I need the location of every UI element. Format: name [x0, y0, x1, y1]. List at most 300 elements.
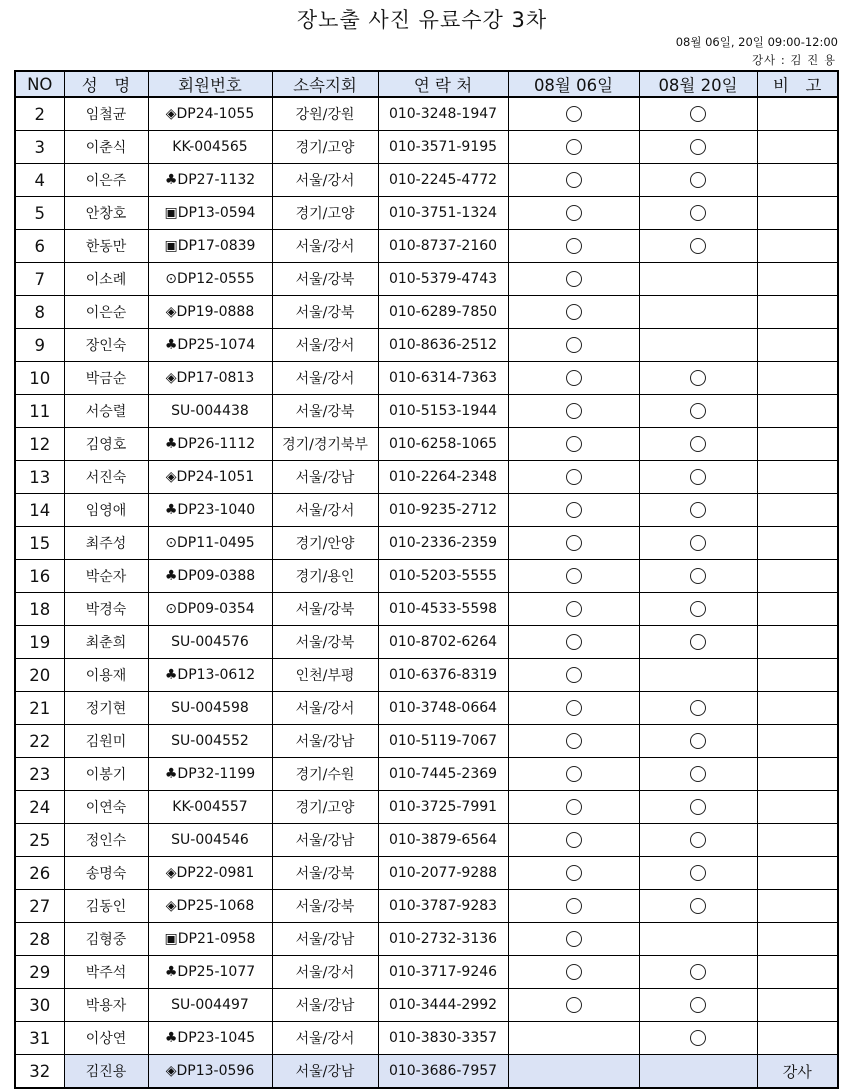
attendance-0820 [639, 890, 757, 923]
attendance-circle-icon [690, 469, 706, 485]
row-member-id: ▣DP21-0958 [148, 923, 272, 956]
attendance-circle-icon [566, 205, 582, 221]
row-member-id: ♣DP26-1112 [148, 428, 272, 461]
row-no: 19 [15, 626, 64, 659]
row-member-id: ⊙DP09-0354 [148, 593, 272, 626]
attendance-0820 [639, 494, 757, 527]
attendance-0806 [508, 296, 639, 329]
row-member-id: ◈DP19-0888 [148, 296, 272, 329]
attendance-circle-icon [566, 865, 582, 881]
col-header-phone: 연 락 처 [378, 71, 508, 97]
attendance-0806 [508, 494, 639, 527]
row-note [757, 296, 838, 329]
row-member-id: ◈DP24-1051 [148, 461, 272, 494]
row-member-id: ♣DP32-1199 [148, 758, 272, 791]
row-member-id: ♣DP23-1045 [148, 1022, 272, 1055]
row-member-id: ◈DP22-0981 [148, 857, 272, 890]
row-phone: 010-7445-2369 [378, 758, 508, 791]
schedule-date: 08월 06일, 20일 09:00-12:00 [675, 35, 838, 49]
attendance-0820 [639, 725, 757, 758]
row-no: 12 [15, 428, 64, 461]
row-branch: 서울/강남 [272, 1055, 378, 1089]
attendance-circle-icon [690, 238, 706, 254]
row-no: 18 [15, 593, 64, 626]
attendance-0820 [639, 263, 757, 296]
attendance-circle-icon [690, 766, 706, 782]
row-branch: 서울/강남 [272, 725, 378, 758]
row-member-id: ▣DP13-0594 [148, 197, 272, 230]
row-phone: 010-8636-2512 [378, 329, 508, 362]
row-name: 임영애 [64, 494, 148, 527]
table-row [15, 329, 838, 362]
row-branch: 서울/강북 [272, 890, 378, 923]
row-phone: 010-5379-4743 [378, 263, 508, 296]
row-name: 김원미 [64, 725, 148, 758]
row-member-id: KK-004557 [148, 791, 272, 824]
row-branch: 서울/강서 [272, 230, 378, 263]
row-member-id: ◈DP25-1068 [148, 890, 272, 923]
row-member-id: ⊙DP12-0555 [148, 263, 272, 296]
row-member-id: ◈DP13-0596 [148, 1055, 272, 1089]
row-no: 2 [15, 97, 64, 131]
row-name: 한동만 [64, 230, 148, 263]
row-no: 8 [15, 296, 64, 329]
attendance-circle-icon [566, 172, 582, 188]
attendance-0820 [639, 164, 757, 197]
row-phone: 010-3879-6564 [378, 824, 508, 857]
row-no: 10 [15, 362, 64, 395]
row-note [757, 329, 838, 362]
table-row [15, 527, 838, 560]
row-note [757, 659, 838, 692]
attendance-circle-icon [566, 997, 582, 1013]
attendance-0820 [639, 131, 757, 164]
attendance-0806 [508, 791, 639, 824]
attendance-0806 [508, 428, 639, 461]
col-header-date-0820: 08월 20일 [639, 71, 757, 97]
row-no: 24 [15, 791, 64, 824]
row-note [757, 1022, 838, 1055]
attendance-circle-icon [690, 535, 706, 551]
row-name: 송명숙 [64, 857, 148, 890]
attendance-0820 [639, 593, 757, 626]
attendance-circle-icon [690, 568, 706, 584]
row-phone: 010-4533-5598 [378, 593, 508, 626]
row-branch: 경기/고양 [272, 131, 378, 164]
table-row [15, 1022, 838, 1055]
row-branch: 서울/강서 [272, 956, 378, 989]
row-phone: 010-3686-7957 [378, 1055, 508, 1089]
row-phone: 010-3830-3357 [378, 1022, 508, 1055]
col-header-member-id: 회원번호 [148, 71, 272, 97]
row-phone: 010-2336-2359 [378, 527, 508, 560]
attendance-circle-icon [566, 304, 582, 320]
attendance-circle-icon [566, 337, 582, 353]
table-row [15, 692, 838, 725]
table-header-row [15, 71, 838, 97]
row-note [757, 494, 838, 527]
row-no: 4 [15, 164, 64, 197]
attendance-circle-icon [566, 898, 582, 914]
row-phone: 010-6314-7363 [378, 362, 508, 395]
row-branch: 서울/강남 [272, 923, 378, 956]
row-member-id: ♣DP13-0612 [148, 659, 272, 692]
row-member-id: SU-004438 [148, 395, 272, 428]
attendance-0806 [508, 725, 639, 758]
row-no: 32 [15, 1055, 64, 1089]
row-member-id: SU-004546 [148, 824, 272, 857]
attendance-0820 [639, 230, 757, 263]
attendance-circle-icon [690, 898, 706, 914]
table-row [15, 956, 838, 989]
row-phone: 010-6258-1065 [378, 428, 508, 461]
attendance-0806 [508, 263, 639, 296]
table-row [15, 296, 838, 329]
attendance-0806 [508, 758, 639, 791]
attendance-circle-icon [690, 799, 706, 815]
row-phone: 010-5203-5555 [378, 560, 508, 593]
row-no: 31 [15, 1022, 64, 1055]
row-branch: 서울/강남 [272, 989, 378, 1022]
row-member-id: ▣DP17-0839 [148, 230, 272, 263]
attendance-circle-icon [690, 997, 706, 1013]
attendance-circle-icon [566, 667, 582, 683]
row-name: 김형중 [64, 923, 148, 956]
attendance-0820 [639, 626, 757, 659]
attendance-0806 [508, 97, 639, 131]
attendance-0820 [639, 97, 757, 131]
row-name: 박순자 [64, 560, 148, 593]
attendance-0820 [639, 956, 757, 989]
attendance-circle-icon [566, 271, 582, 287]
row-name: 이은순 [64, 296, 148, 329]
row-note [757, 560, 838, 593]
attendance-circle-icon [690, 964, 706, 980]
attendance-0820 [639, 824, 757, 857]
table-row [15, 923, 838, 956]
row-phone: 010-5119-7067 [378, 725, 508, 758]
row-name: 정인수 [64, 824, 148, 857]
row-name: 박금순 [64, 362, 148, 395]
attendance-circle-icon [566, 931, 582, 947]
row-name: 김동인 [64, 890, 148, 923]
row-name: 서승렬 [64, 395, 148, 428]
attendance-0806 [508, 395, 639, 428]
table-row [15, 362, 838, 395]
attendance-circle-icon [690, 172, 706, 188]
table-row [15, 230, 838, 263]
row-branch: 경기/고양 [272, 197, 378, 230]
row-note [757, 626, 838, 659]
row-name: 안창호 [64, 197, 148, 230]
row-branch: 서울/강북 [272, 395, 378, 428]
attendance-circle-icon [566, 139, 582, 155]
row-note [757, 395, 838, 428]
row-no: 30 [15, 989, 64, 1022]
row-note [757, 362, 838, 395]
attendance-0806 [508, 956, 639, 989]
attendance-0806 [508, 131, 639, 164]
attendance-0806 [508, 527, 639, 560]
attendance-circle-icon [566, 502, 582, 518]
attendance-circle-icon [690, 436, 706, 452]
attendance-0806 [508, 824, 639, 857]
row-member-id: ♣DP25-1077 [148, 956, 272, 989]
row-note [757, 428, 838, 461]
row-name: 최춘희 [64, 626, 148, 659]
row-phone: 010-3248-1947 [378, 97, 508, 131]
row-branch: 서울/강남 [272, 824, 378, 857]
table-row [15, 560, 838, 593]
row-branch: 경기/용인 [272, 560, 378, 593]
row-member-id: SU-004576 [148, 626, 272, 659]
attendance-0820 [639, 296, 757, 329]
row-no: 9 [15, 329, 64, 362]
table-row [15, 428, 838, 461]
row-phone: 010-6376-8319 [378, 659, 508, 692]
row-member-id: ◈DP24-1055 [148, 97, 272, 131]
attendance-0806 [508, 890, 639, 923]
row-branch: 서울/강서 [272, 362, 378, 395]
row-phone: 010-2245-4772 [378, 164, 508, 197]
attendance-0820 [639, 758, 757, 791]
row-name: 이봉기 [64, 758, 148, 791]
table-row [15, 593, 838, 626]
row-note [757, 164, 838, 197]
row-member-id: ♣DP27-1132 [148, 164, 272, 197]
row-note [757, 725, 838, 758]
attendance-circle-icon [566, 403, 582, 419]
row-no: 5 [15, 197, 64, 230]
row-note [757, 593, 838, 626]
attendance-circle-icon [566, 601, 582, 617]
row-member-id: SU-004552 [148, 725, 272, 758]
table-row [15, 395, 838, 428]
row-phone: 010-5153-1944 [378, 395, 508, 428]
row-no: 21 [15, 692, 64, 725]
table-row [15, 725, 838, 758]
document-title: 장노출 사진 유료수강 3차 [296, 8, 548, 32]
col-header-date-0806: 08월 06일 [508, 71, 639, 97]
row-branch: 경기/안양 [272, 527, 378, 560]
row-phone: 010-2264-2348 [378, 461, 508, 494]
row-member-id: KK-004565 [148, 131, 272, 164]
attendance-circle-icon [690, 733, 706, 749]
row-member-id: ♣DP25-1074 [148, 329, 272, 362]
row-phone: 010-3444-2992 [378, 989, 508, 1022]
attendance-0820 [639, 527, 757, 560]
row-branch: 서울/강서 [272, 494, 378, 527]
attendance-0806 [508, 164, 639, 197]
row-name: 임철균 [64, 97, 148, 131]
attendance-0820 [639, 692, 757, 725]
attendance-circle-icon [690, 865, 706, 881]
row-branch: 서울/강북 [272, 593, 378, 626]
row-phone: 010-8737-2160 [378, 230, 508, 263]
table-row [15, 494, 838, 527]
row-no: 3 [15, 131, 64, 164]
row-branch: 서울/강서 [272, 164, 378, 197]
row-name: 김진용 [64, 1055, 148, 1089]
row-no: 7 [15, 263, 64, 296]
attendance-0820 [639, 1022, 757, 1055]
row-branch: 경기/고양 [272, 791, 378, 824]
row-phone: 010-3571-9195 [378, 131, 508, 164]
row-no: 28 [15, 923, 64, 956]
row-note [757, 989, 838, 1022]
attendance-circle-icon [690, 1030, 706, 1046]
row-phone: 010-3748-0664 [378, 692, 508, 725]
table-row [15, 164, 838, 197]
row-member-id: SU-004497 [148, 989, 272, 1022]
row-note [757, 97, 838, 131]
attendance-0820 [639, 560, 757, 593]
row-name: 이용재 [64, 659, 148, 692]
row-branch: 서울/강북 [272, 296, 378, 329]
attendance-circle-icon [566, 733, 582, 749]
row-name: 이은주 [64, 164, 148, 197]
attendance-0820 [639, 461, 757, 494]
attendance-table [14, 70, 839, 1089]
attendance-0820 [639, 989, 757, 1022]
attendance-circle-icon [566, 832, 582, 848]
row-name: 장인숙 [64, 329, 148, 362]
attendance-0806 [508, 197, 639, 230]
attendance-0806 [508, 857, 639, 890]
attendance-circle-icon [690, 205, 706, 221]
row-name: 정기현 [64, 692, 148, 725]
row-phone: 010-6289-7850 [378, 296, 508, 329]
attendance-circle-icon [690, 700, 706, 716]
attendance-0820 [639, 362, 757, 395]
row-branch: 강원/강원 [272, 97, 378, 131]
attendance-0820 [639, 395, 757, 428]
row-name: 서진숙 [64, 461, 148, 494]
table-row [15, 758, 838, 791]
row-note [757, 527, 838, 560]
row-name: 김영호 [64, 428, 148, 461]
table-row [15, 626, 838, 659]
row-member-id: ♣DP23-1040 [148, 494, 272, 527]
attendance-circle-icon [690, 832, 706, 848]
table-row [15, 97, 838, 131]
row-note [757, 461, 838, 494]
table-row [15, 197, 838, 230]
attendance-circle-icon [566, 238, 582, 254]
row-name: 이춘식 [64, 131, 148, 164]
attendance-circle-icon [566, 469, 582, 485]
table-row [15, 131, 838, 164]
attendance-0820 [639, 923, 757, 956]
row-name: 최주성 [64, 527, 148, 560]
attendance-circle-icon [566, 964, 582, 980]
row-no: 27 [15, 890, 64, 923]
row-phone: 010-3751-1324 [378, 197, 508, 230]
table-row [15, 461, 838, 494]
row-note [757, 230, 838, 263]
attendance-circle-icon [690, 634, 706, 650]
table-row [15, 263, 838, 296]
row-phone: 010-3717-9246 [378, 956, 508, 989]
row-member-id: ◈DP17-0813 [148, 362, 272, 395]
row-no: 14 [15, 494, 64, 527]
row-no: 29 [15, 956, 64, 989]
table-row [15, 824, 838, 857]
row-name: 박주석 [64, 956, 148, 989]
row-note [757, 956, 838, 989]
attendance-circle-icon [566, 535, 582, 551]
attendance-0820 [639, 329, 757, 362]
row-branch: 인천/부평 [272, 659, 378, 692]
row-phone: 010-2077-9288 [378, 857, 508, 890]
row-phone: 010-3725-7991 [378, 791, 508, 824]
attendance-0806 [508, 329, 639, 362]
row-note [757, 131, 838, 164]
row-no: 16 [15, 560, 64, 593]
row-branch: 서울/강서 [272, 692, 378, 725]
row-no: 13 [15, 461, 64, 494]
row-no: 23 [15, 758, 64, 791]
attendance-0806 [508, 1022, 639, 1055]
attendance-circle-icon [690, 139, 706, 155]
attendance-0820 [639, 197, 757, 230]
row-branch: 서울/강북 [272, 263, 378, 296]
attendance-circle-icon [690, 106, 706, 122]
row-no: 25 [15, 824, 64, 857]
row-phone: 010-2732-3136 [378, 923, 508, 956]
row-note [757, 890, 838, 923]
row-note: 강사 [757, 1055, 838, 1089]
col-header-no: NO [15, 71, 64, 97]
row-branch: 서울/강북 [272, 857, 378, 890]
row-branch: 경기/수원 [272, 758, 378, 791]
attendance-0820 [639, 791, 757, 824]
row-member-id: SU-004598 [148, 692, 272, 725]
row-name: 박경숙 [64, 593, 148, 626]
attendance-0820 [639, 659, 757, 692]
attendance-0820 [639, 857, 757, 890]
attendance-0806 [508, 923, 639, 956]
row-note [757, 692, 838, 725]
attendance-circle-icon [690, 370, 706, 386]
row-name: 이연숙 [64, 791, 148, 824]
attendance-circle-icon [690, 601, 706, 617]
row-member-id: ♣DP09-0388 [148, 560, 272, 593]
row-note [757, 263, 838, 296]
attendance-0806 [508, 989, 639, 1022]
attendance-circle-icon [566, 106, 582, 122]
table-row [15, 989, 838, 1022]
attendance-circle-icon [566, 436, 582, 452]
attendance-0806 [508, 362, 639, 395]
row-no: 15 [15, 527, 64, 560]
row-member-id: ⊙DP11-0495 [148, 527, 272, 560]
row-note [757, 197, 838, 230]
attendance-0806 [508, 692, 639, 725]
attendance-circle-icon [566, 700, 582, 716]
attendance-0806 [508, 626, 639, 659]
row-note [757, 791, 838, 824]
attendance-circle-icon [566, 370, 582, 386]
col-header-name: 성 명 [64, 71, 148, 97]
row-branch: 서울/강남 [272, 461, 378, 494]
row-name: 이소례 [64, 263, 148, 296]
row-no: 6 [15, 230, 64, 263]
attendance-0820 [639, 428, 757, 461]
row-no: 11 [15, 395, 64, 428]
row-branch: 서울/강서 [272, 329, 378, 362]
row-phone: 010-3787-9283 [378, 890, 508, 923]
